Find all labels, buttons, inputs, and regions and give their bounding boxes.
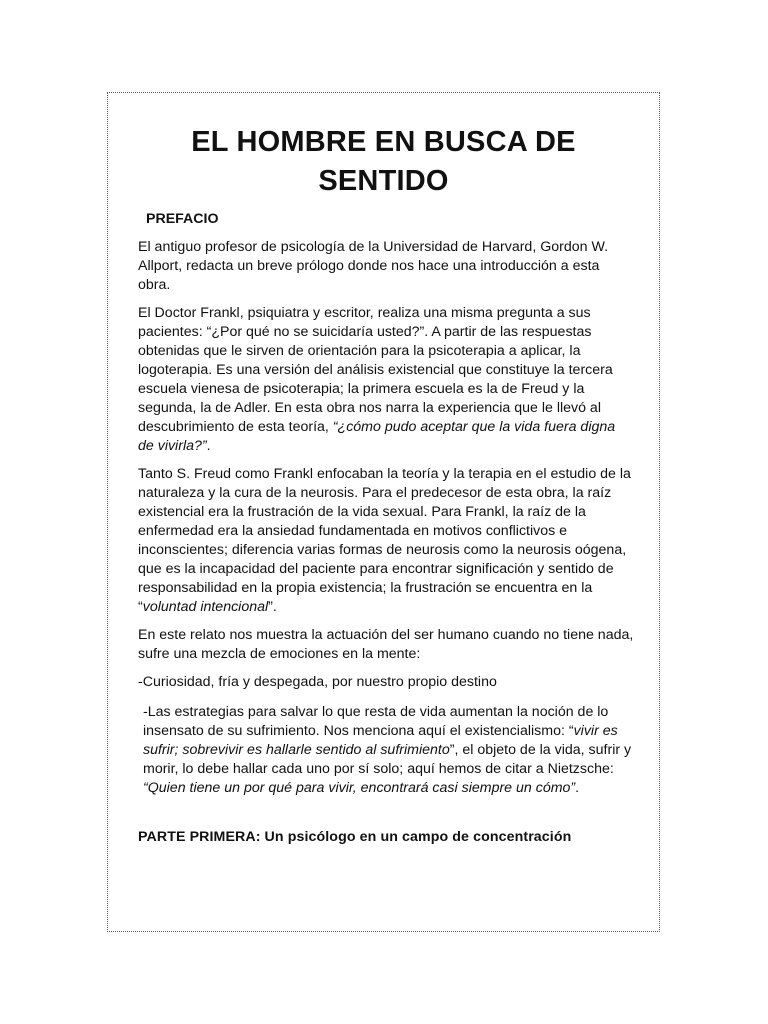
list-item-1: -Curiosidad, fría y despegada, por nuestro propio destino	[138, 674, 497, 690]
list-item-2-text: -Las estrategias para salvar lo que resta de vida aumentan la noción de lo insensato de su sufrimiento. Nos menciona aquí el existencialismo: “	[143, 704, 609, 739]
paragraph-2	[138, 304, 634, 456]
paragraph-3-end: ”.	[268, 599, 277, 615]
paragraph-3-quote: voluntad intencional	[142, 599, 269, 615]
list-item-2-end: .	[575, 780, 580, 796]
title-line-2: SENTIDO	[318, 165, 449, 197]
document-body	[138, 210, 634, 847]
paragraph-2-end: .	[206, 438, 211, 454]
paragraph-1: El antiguo profesor de psicología de la Universidad de Harvard, Gordon W. Allport, redacta un breve prólogo donde nos hace una introducción a esta obra.	[138, 239, 609, 293]
part-heading: PARTE PRIMERA: Un psicólogo en un campo de concentración	[138, 829, 572, 845]
paragraph-3	[138, 465, 634, 617]
list-item-2-text-b: ”, el objeto de la vida, sufrir y morir, lo debe hallar cada uno por sí solo; aquí hemos de citar a Nietzsche:	[143, 742, 632, 777]
list-item-2	[138, 703, 634, 798]
paragraph-2-text: El Doctor Frankl, psiquiatra y escritor, realiza una misma pregunta a sus pacientes: “¿Por qué no se suicidaría usted?”. A partir de las respuestas obtenidas que le sirven de orientación para la psicoterapia a aplicar, la logoterapia. Es una versión del análisis existencial que constituye la tercera escuela vienesa de psicoterapia; la primera escuela es la de Freud y la segunda, la de Adler. En esta obra nos narra la experiencia que le llevó al descubrimiento de esta teoría,	[138, 305, 613, 435]
document-title	[108, 123, 659, 201]
paragraph-2-quote: “¿cómo pudo aceptar que la vida fuera digna de vivirla?”	[138, 419, 616, 454]
section-heading: PREFACIO	[146, 211, 219, 227]
paragraph-4: En este relato nos muestra la actuación del ser humano cuando no tiene nada, sufre una mezcla de emociones en la mente:	[138, 627, 634, 662]
list-item-2-quote-2: “Quien tiene un por qué para vivir, encontrará casi siempre un cómo”	[143, 780, 576, 796]
list-item-2-quote-1: vivir es sufrir; sobrevivir es hallarle sentido al sufrimiento	[143, 723, 618, 758]
title-line-1: EL HOMBRE EN BUSCA DE	[191, 126, 576, 158]
paragraph-3-text: Tanto S. Freud como Frankl enfocaban la teoría y la terapia en el estudio de la naturaleza y la cura de la neurosis. Para el predecesor de esta obra, la raíz existencial era la frustración de la vida sexual. Para Frankl, la raíz de la enfermedad era la ansiedad fundamentada en motivos conflictivos e inconscientes; diferencia varias formas de neurosis como la neurosis oógena, que es la incapacidad del paciente para encontrar significación y sentido de responsabilidad en la propia existencia; la frustración se encuentra en la “	[138, 466, 631, 615]
document-page	[107, 92, 660, 932]
